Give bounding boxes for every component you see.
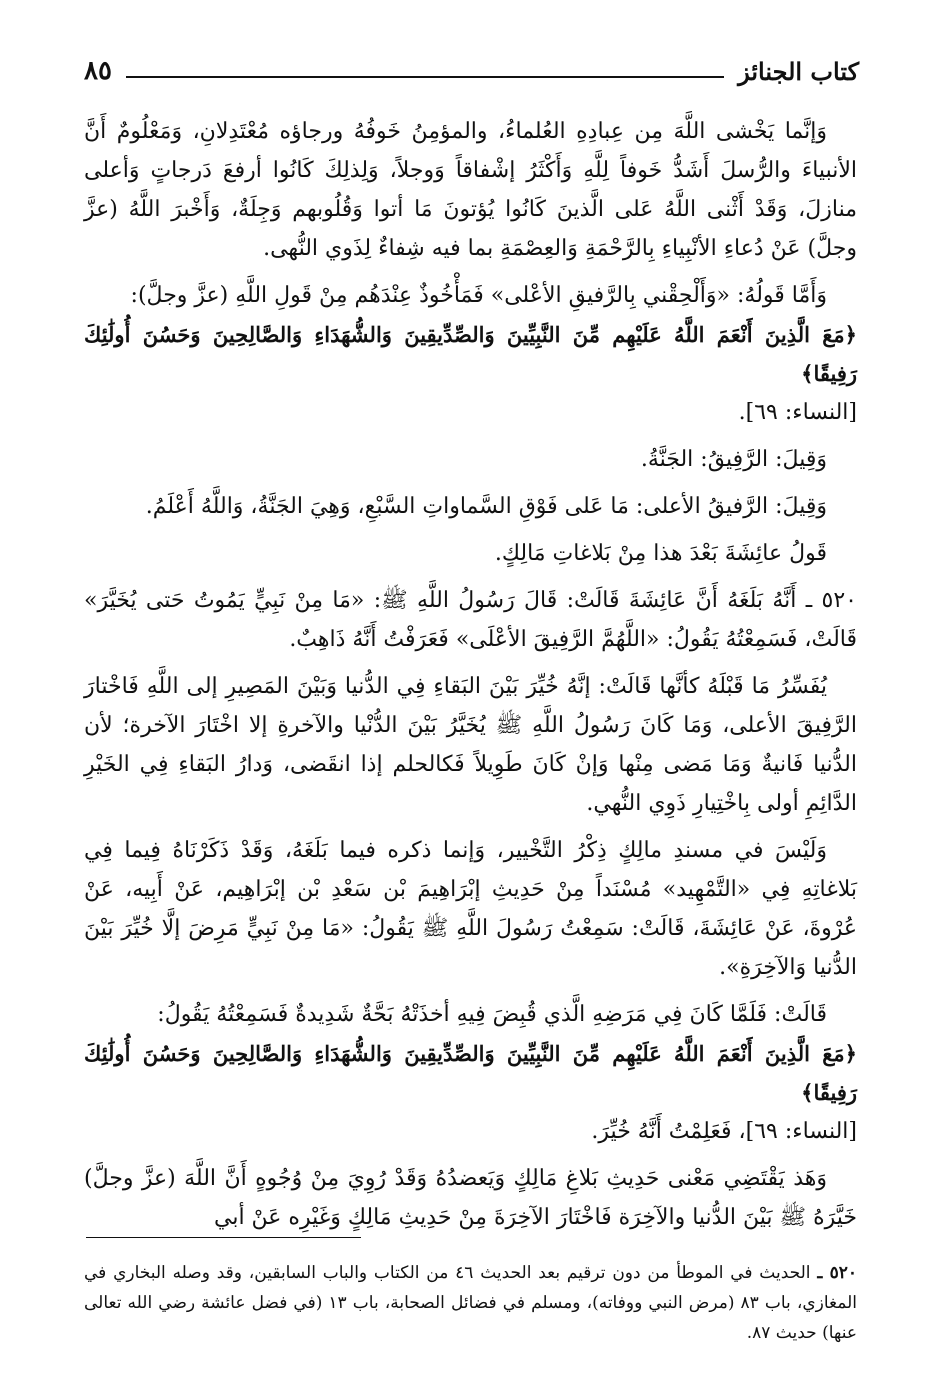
quran-verse-1: ﴿مَعَ الَّذِينَ أَنْعَمَ اللَّهُ عَلَيْهِم مِّنَ النَّبِيِّينَ وَالصِّدِّيقِينَ وَالشُّهَدَاءِ وَالصَّالِحِينَ وَحَسُنَ أُولَٰئِكَ رَفِيقًا﴾ [84,322,857,386]
header-rule [126,76,724,78]
paragraph-5: قَولُ عائِشَةَ بَعْدَ هذا مِنْ بَلاغاتِ مَالِكٍ. [494,541,827,566]
paragraph-4: وَقِيلَ: الرَّفيقُ الأعلى: مَا عَلى فَوْقِ السَّماواتِ السَّبْعِ، وَهِيَ الجَنَّةُ، وَاللَّهُ أَعْلَمُ. [145,494,827,519]
quran-verse-2: ﴿مَعَ الَّذِينَ أَنْعَمَ اللَّهُ عَلَيْهِم مِّنَ النَّبِيِّينَ وَالصِّدِّيقِينَ وَالشُّهَدَاءِ وَالصَّالِحِينَ وَحَسُنَ أُولَٰئِكَ رَفِيقًا﴾ [84,1041,857,1105]
page-number: ٨٥ [84,56,112,86]
paragraph-9-intro: قَالَتْ: فَلَمَّا كَانَ فِي مَرَضِهِ الَّذي قُبِضَ فِيهِ أخذَتْهُ بَحَّةٌ شَدِيدةٌ فَسَمِعْتُهُ يَقُولُ: [157,1002,827,1027]
footnote [84,1258,857,1348]
paragraph-3: وَقِيلَ: الرَّفِيقُ: الجَنَّةُ. [640,447,827,472]
page-header [84,36,859,84]
footnote-text: الحديث في الموطأ من دون ترقيم بعد الحديث ٤٦ من الكتاب والباب السابقين، وقد وصله البخاري في المغازي، باب ٨٣ (مرض النبي ووفاته)، ومسلم في فضائل الصحابة، باب ١٣ (في فضل عائشة رضي الله تعالى عنها) حديث ٨٧. [84,1263,857,1343]
hadith-520: ٥٢٠ ـ أَنَّهُ بَلَغَهُ أَنَّ عَائِشَةَ قَالَتْ: قَالَ رَسُولُ اللَّهِ ﷺ: «مَا مِنْ نَبِيٍّ يَمُوتُ حَتى يُخَيَّرَ» قَالَتْ، فَسَمِعْتُهُ يَقُولُ: «اللَّهُمَّ الرَّفِيقَ الأعْلَى» فَعَرَفْتُ أَنَّهُ ذَاهِبٌ. [84,588,857,652]
quran-reference-2: [النساء: ٦٩]، فَعَلِمْتُ أَنَّهُ خُيِّرَ. [591,1119,857,1144]
paragraph-1: وَإنَّما يَخْشى اللَّهَ مِن عِبادِهِ العُلماءُ، والمؤمِنُ خَوفُهُ ورجاؤه مُعْتَدِلانِ، وَمَعْلُومٌ أَنَّ الأنبياءَ والرُّسلَ أَشَدُّ خَوفاً لِلَّهِ وَأَكْثَرُ إشْفاقاً وَوجلاً، وَلِذلِكَ كَانُوا أرفعَ دَرجاتٍ وَأعلى منازلَ، وَقَدْ أَثْنى اللَّهُ عَلى الَّذينَ كَانُوا يُؤتونَ مَا أتوا وَقُلُوبهم وَجِلَةٌ، وَأَخْبرَ اللَّهُ (عزَّ وجلَّ) عَنْ دُعاءِ الأنْبِياءِ بِالرَّحْمَةِ وَالعِصْمَةِ بما فيه شِفاءٌ لِذَوي النُّهى. [84,119,857,261]
paragraph-8: وَلَيْسَ في مسندِ مالِكٍ ذِكْرُ التَّخْيير، وَإنما ذكره فيما بَلَغَهُ، وَقَدْ ذَكَرْنَاهُ فِيما فِي بَلاغاتِهِ فِي «التَّمْهِيد» مُسْنَداً مِنْ حَدِيثِ إبْرَاهِيمَ بْن سَعْدِ بْن إبْرَاهِيم، عَنْ أَبِيه، عَنْ عُرْوةَ، عَنْ عَائِشَةَ، قَالَتْ: سَمِعْتُ رَسُولَ اللَّهِ ﷺ يَقُولُ: «مَا مِنْ نَبِيٍّ مَرِضَ إلَّا خُيِّرَ بَيْنَ الدُّنيا وَالآخِرَةِ». [84,838,857,980]
paragraph-10: وَهَذ يَقْتَضِي مَعْنى حَدِيثِ بَلاغِ مَالِكٍ وَيَعضدُهُ وَقَدْ رُوِيَ مِنْ وُجُوهٍ أَنَّ اللَّهَ (عزَّ وجلَّ) خَيَّرَهُ ﷺ بَيْنَ الدُّنيا والآخِرَة فَاخْتَارَ الآخِرَةَ مِنْ حَدِيثِ مَالِكٍ وَغَيْرِه عَنْ أبي [84,1166,857,1230]
main-text [84,112,857,1245]
running-title: كتاب الجنائز [738,57,859,86]
footnote-divider [86,1237,361,1238]
paragraph-9 [84,995,857,1151]
footnote-number: ٥٢٠ ـ [817,1263,858,1283]
quran-reference-1: [النساء: ٦٩]. [738,400,857,425]
paragraph-2 [84,276,857,432]
paragraph-7: يُفَسِّرُ مَا قَبْلَهُ كأنَّها قَالَتْ: إنَّهُ خُيِّرَ بَيْنَ البَقاءِ فِي الدُّنيا وَبَيْنَ المَصِيرِ إلى اللَّهِ فَاخْتارَ الرَّفِيقَ الأعلى، وَمَا كَانَ رَسُولُ اللَّهِ ﷺ يُخَيَّرُ بَيْنَ الدُّنْيا والآخرةِ إلا اخْتَارَ الآخرة؛ لأن الدُّنيا فَانيةٌ وَمَا مَضى مِنْها وَإنْ كَانَ طَوِيلاً فَكالحلم إذا انقَضى، وَدارُ البَقاءِ فِي الخَيْرِ الدَّائِمِ أولى بِاخْتِيارِ ذَوِي النُّهي. [84,674,857,816]
paragraph-2-intro: وَأَمَّا قَولُهُ: «وَأَلْحِقْني بِالرَّفيقِ الأعْلى» فَمَأْخُوذٌ عِنْدَهُم مِنْ قَولِ اللَّهِ (عزَّ وجلَّ): [130,283,827,308]
